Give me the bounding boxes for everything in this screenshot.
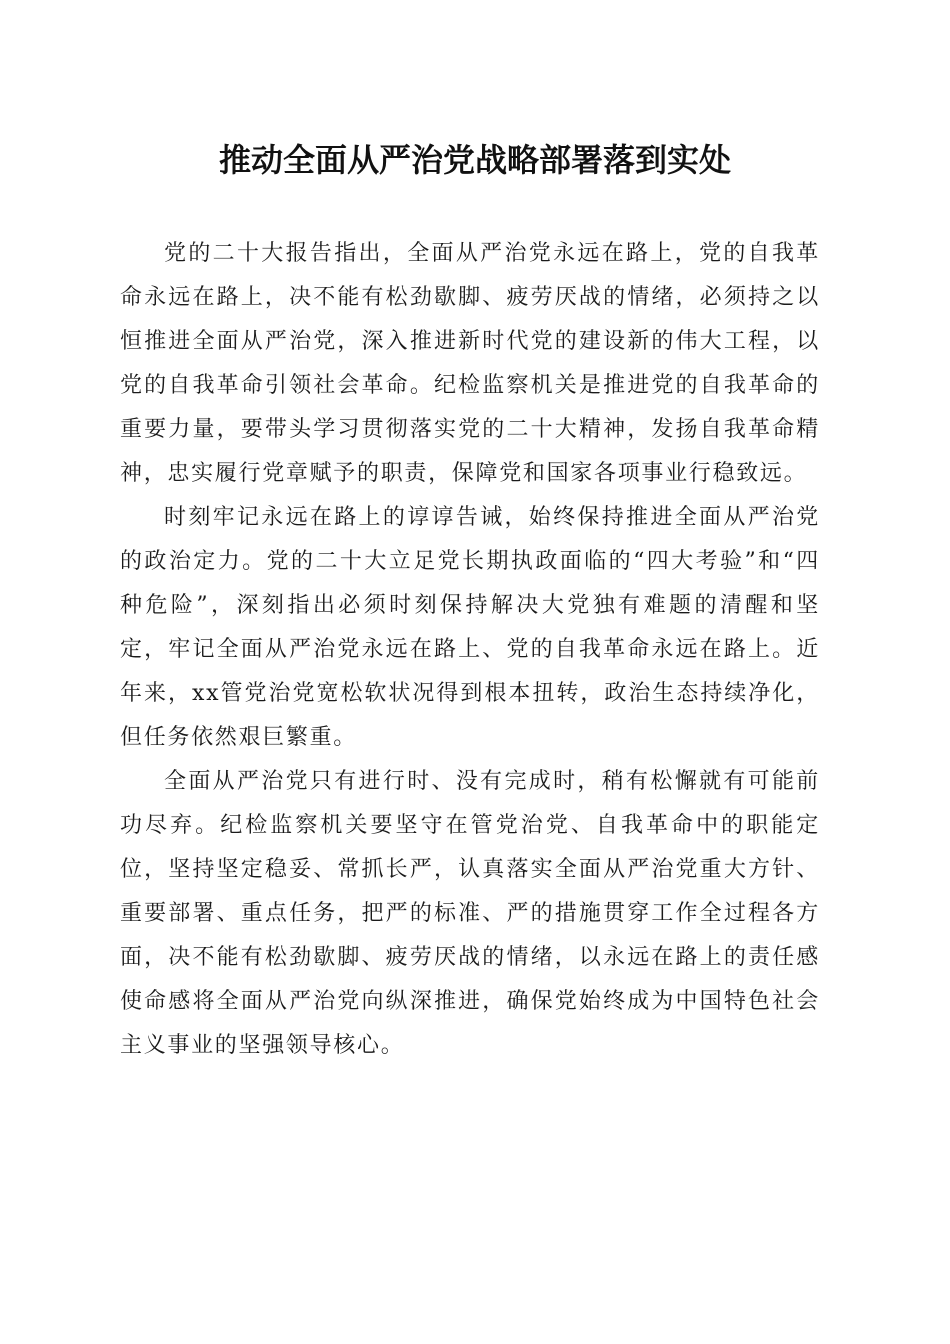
document-body [120, 232, 820, 1068]
paragraph-2: 时刻牢记永远在路上的谆谆告诫，始终保持推进全面从严治党的政治定力。党的二十大立足党长期执政面临的“四大考验”和“四种危险”，深刻指出必须时刻保持解决大党独有难题的清醒和坚定，牢记全面从严治党永远在路上、党的自我革命永远在路上。近年来，xx管党治党宽松软状况得到根本扭转，政治生态持续净化，但任务依然艰巨繁重。 [120, 505, 820, 750]
document-title: 推动全面从严治党战略部署落到实处 [218, 141, 731, 179]
paragraph-1: 党的二十大报告指出，全面从严治党永远在路上，党的自我革命永远在路上，决不能有松劲歇脚、疲劳厌战的情绪，必须持之以恒推进全面从严治党，深入推进新时代党的建设新的伟大工程，以党的自我革命引领社会革命。纪检监察机关是推进党的自我革命的重要力量，要带头学习贯彻落实党的二十大精神，发扬自我革命精神，忠实履行党章赋予的职责，保障党和国家各项事业行稳致远。 [120, 241, 820, 486]
paragraph-3: 全面从严治党只有进行时、没有完成时，稍有松懈就有可能前功尽弃。纪检监察机关要坚守在管党治党、自我革命中的职能定位，坚持坚定稳妥、常抓长严，认真落实全面从严治党重大方针、重要部署、重点任务，把严的标准、严的措施贯穿工作全过程各方面，决不能有松劲歇脚、疲劳厌战的情绪，以永远在路上的责任感使命感将全面从严治党向纵深推进，确保党始终成为中国特色社会主义事业的坚强领导核心。 [120, 769, 820, 1058]
